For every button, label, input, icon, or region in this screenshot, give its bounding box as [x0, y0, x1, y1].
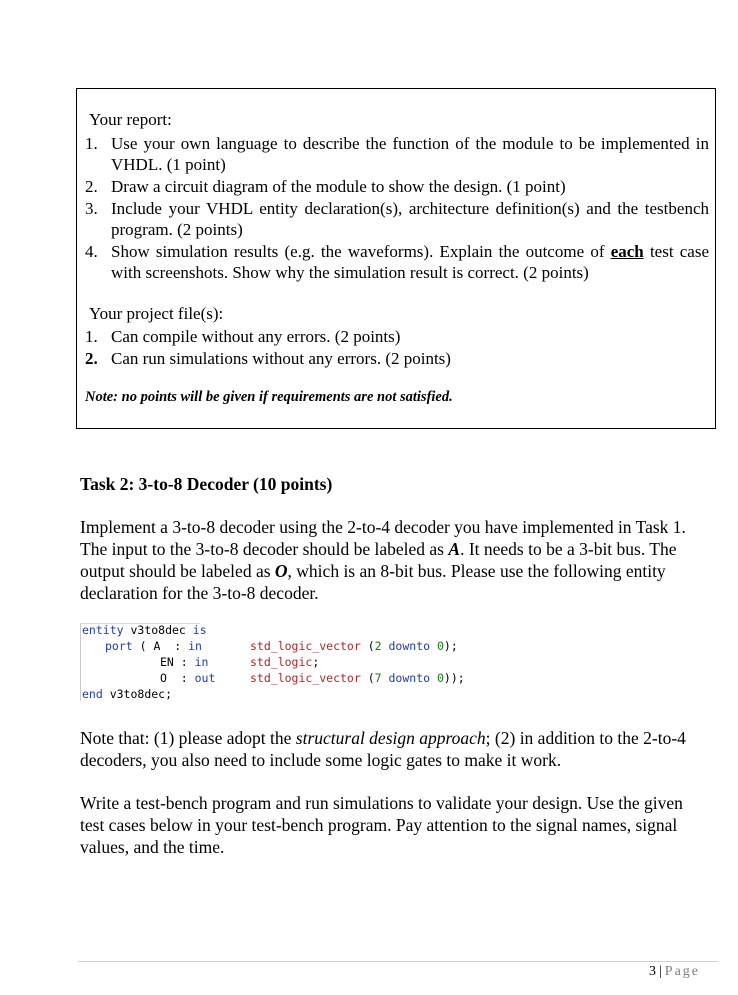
report-heading: Your report:	[89, 110, 172, 129]
list-item: 2. Can run simulations without any errors. (2 points)	[85, 349, 451, 368]
task-paragraph-3: Write a test-bench program and run simulations to validate your design. Use the given test cases below in your test-bench program. Pay attention to the signal names, signal values, and the time.	[80, 793, 683, 857]
code-line-3-type: std_logic;	[250, 655, 320, 669]
list-item: 1. Use your own language to describe the function of the module to be implemented in VHDL. (1 point)	[85, 134, 709, 174]
emphasis-each: each	[610, 242, 644, 261]
task-title: Task 2: 3-to-8 Decoder (10 points)	[80, 474, 333, 494]
code-line-1: entity v3to8dec is	[82, 623, 207, 637]
task-paragraph-2: Note that: (1) please adopt the structural design approach; (2) in addition to the 2-to-4 decoders, you also need to include some logic gates to make it work.	[80, 728, 686, 770]
code-line-2: port ( A : in	[105, 639, 202, 653]
code-line-3: EN : in	[160, 655, 209, 669]
list-item: 2. Draw a circuit diagram of the module to show the design. (1 point)	[85, 177, 566, 196]
code-line-5: end v3to8dec;	[82, 687, 173, 701]
note-text: Note: no points will be given if requirements are not satisfied.	[85, 389, 453, 405]
list-item: 4. Show simulation results (e.g. the waveforms). Explain the outcome of each test case with screenshots. Show why the simulation result is correct. (2 points)	[85, 242, 709, 282]
project-heading: Your project file(s):	[89, 304, 224, 323]
entity-code-block	[80, 621, 500, 703]
code-line-4-type: std_logic_vector (7 downto 0));	[250, 671, 465, 685]
list-item: 1. Can compile without any errors. (2 points)	[85, 327, 401, 346]
page-number: 3 | Page	[648, 964, 700, 979]
task-paragraph-1: Implement a 3-to-8 decoder using the 2-to-4 decoder you have implemented in Task 1. The input to the 3-to-8 decoder should be labeled as A. It needs to be a 3-bit bus. The output should be labeled as O, which is an 8-bit bus. Please use the following entity declaration for the 3-to-8 decoder.	[80, 517, 686, 603]
code-line-4: O : out	[160, 671, 216, 685]
requirements-box	[76, 88, 716, 429]
project-list	[85, 326, 709, 370]
list-item: 3. Include your VHDL entity declaration(s), architecture definition(s) and the testbench program. (2 points)	[85, 199, 709, 239]
footer-divider	[78, 961, 718, 962]
code-line-2-type: std_logic_vector (2 downto 0);	[250, 639, 458, 653]
report-list	[85, 133, 709, 284]
